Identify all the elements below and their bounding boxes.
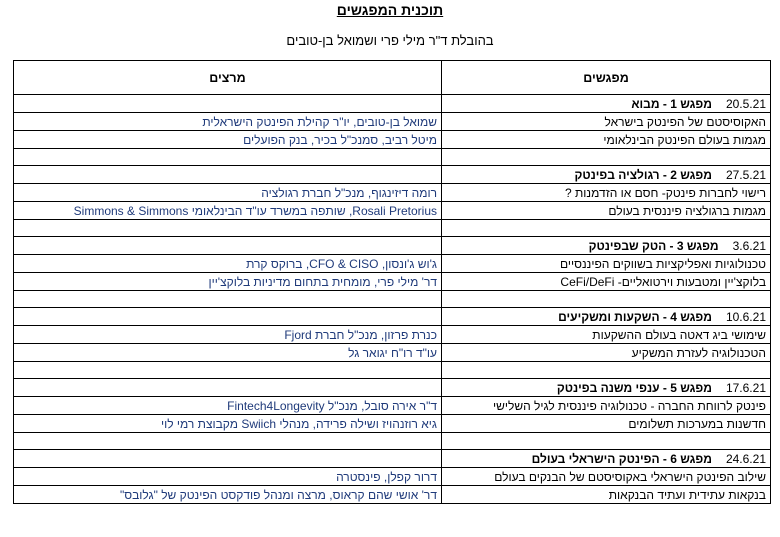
topic-cell: רישוי לחברות פינטק- חסם או הזדמנות ? <box>442 184 771 202</box>
session-title-cell <box>442 450 771 468</box>
topic-cell: טכנולוגיות ואפליקציות בשווקים הפיננסיים <box>442 255 771 273</box>
session-title-cell <box>442 308 771 326</box>
empty-cell <box>14 149 442 166</box>
table-row <box>14 255 771 273</box>
session-date: 10.6.21 <box>725 309 766 324</box>
empty-cell <box>14 379 442 397</box>
table-row <box>14 113 771 131</box>
session-header-row <box>14 237 771 255</box>
speaker-cell: רומה דיזינגוף, מנכ"ל חברת רגולציה <box>14 184 442 202</box>
topic-cell: בלוקצ'יין ומטבעות וירטואליים- CeFi/DeFi <box>442 273 771 291</box>
topic-cell: הטכנולוגיה לעזרת המשקיע <box>442 344 771 362</box>
session-name: מפגש 5 - ענפי משנה בפינטק <box>556 380 712 395</box>
speaker-cell: גיא רוזנהויז ושילה פרידה, מנהלי Swiich מקבוצת רמי לוי <box>14 415 442 433</box>
empty-cell <box>14 362 442 379</box>
session-name: מפגש 4 - השקעות ומשקיעים <box>558 309 712 324</box>
session-date: 3.6.21 <box>732 238 766 253</box>
empty-cell <box>14 291 442 308</box>
table-row <box>14 468 771 486</box>
empty-cell <box>14 433 442 450</box>
spacer-row <box>14 362 771 379</box>
speaker-cell: כנרת פרזון, מנכ"ל חברת Fjord <box>14 326 442 344</box>
table-row <box>14 273 771 291</box>
page-subtitle: בהובלת ד"ר מילי פרי ושמואל בן-טובים <box>286 33 494 48</box>
page-title: תוכנית המפגשים <box>336 2 444 18</box>
session-date: 24.6.21 <box>725 451 766 466</box>
table-row <box>14 397 771 415</box>
empty-cell <box>442 291 771 308</box>
table-row <box>14 486 771 504</box>
empty-cell <box>14 166 442 184</box>
empty-cell <box>442 149 771 166</box>
empty-cell <box>14 450 442 468</box>
session-name: מפגש 2 - רגולציה בפינטק <box>574 167 712 182</box>
session-header-row <box>14 308 771 326</box>
session-date: 27.5.21 <box>725 167 766 182</box>
speaker-cell: שמואל בן-טובים, יו"ר קהילת הפינטק הישראלית <box>14 113 442 131</box>
empty-cell <box>14 237 442 255</box>
spacer-row <box>14 433 771 450</box>
session-title-cell <box>442 379 771 397</box>
session-title-cell <box>442 166 771 184</box>
topic-cell: מגמות בעולם הפינטק הבינלאומי <box>442 131 771 149</box>
empty-cell <box>442 362 771 379</box>
topic-cell: בנקאות עתידית ועתיד הבנקאות <box>442 486 771 504</box>
speaker-cell: מיטל רביב, סמנכ"ל בכיר, בנק הפועלים <box>14 131 442 149</box>
table-row <box>14 326 771 344</box>
speaker-cell: דר' מילי פרי, מומחית בתחום מדיניות בלוקצ'יין <box>14 273 442 291</box>
session-header-row <box>14 95 771 113</box>
table-row <box>14 184 771 202</box>
session-header-row <box>14 450 771 468</box>
session-date: 20.5.21 <box>725 96 766 111</box>
speaker-cell: ד"ר אירה סובל, מנכ"ל Fintech4Longevity <box>14 397 442 415</box>
topic-cell: מגמות ברגולציה פיננסית בעולם <box>442 202 771 220</box>
table-row <box>14 202 771 220</box>
speaker-cell: ג'וש ג'ונסון, CFO & CISO, ברוקס קרת <box>14 255 442 273</box>
topic-cell: שימושי ביג דאטה בעולם ההשקעות <box>442 326 771 344</box>
session-name: מפגש 1 - מבוא <box>631 96 712 111</box>
schedule-table <box>13 60 771 504</box>
empty-cell <box>442 433 771 450</box>
empty-cell <box>14 95 442 113</box>
table-header-row <box>14 61 771 95</box>
empty-cell <box>14 308 442 326</box>
table-row <box>14 344 771 362</box>
table-row <box>14 415 771 433</box>
topic-cell: האקוסיסטם של הפינטק בישראל <box>442 113 771 131</box>
session-name: מפגש 3 - הטק שבפינטק <box>588 238 719 253</box>
sessions-column-header: מפגשים <box>442 61 771 95</box>
empty-cell <box>442 220 771 237</box>
session-name: מפגש 6 - הפינטק הישראלי בעולם <box>531 451 712 466</box>
session-date: 17.6.21 <box>725 380 766 395</box>
topic-cell: פינטק לרווחת החברה - טכנולוגיה פיננסית לגיל השלישי <box>442 397 771 415</box>
session-header-row <box>14 379 771 397</box>
topic-cell: חדשנות במערכות תשלומים <box>442 415 771 433</box>
schedule-body <box>14 95 771 504</box>
speaker-cell: דר' אושי שהם קראוס, מרצה ומנהל פודקסט הפינטק של "גלובס" <box>14 486 442 504</box>
session-title-cell <box>442 95 771 113</box>
spacer-row <box>14 291 771 308</box>
speaker-cell: עו"ד רו"ח יגואר גל <box>14 344 442 362</box>
table-row <box>14 131 771 149</box>
speakers-column-header: מרצים <box>14 61 442 95</box>
topic-cell: שילוב הפינטק הישראלי באקוסיסטם של הבנקים בעולם <box>442 468 771 486</box>
speaker-cell: Rosali Pretorius, שותפה במשרד עו"ד הבינלאומי Simmons & Simmons <box>14 202 442 220</box>
session-header-row <box>14 166 771 184</box>
session-title-cell <box>442 237 771 255</box>
spacer-row <box>14 149 771 166</box>
spacer-row <box>14 220 771 237</box>
empty-cell <box>14 220 442 237</box>
speaker-cell: דרור קפלן, פינסטרה <box>14 468 442 486</box>
